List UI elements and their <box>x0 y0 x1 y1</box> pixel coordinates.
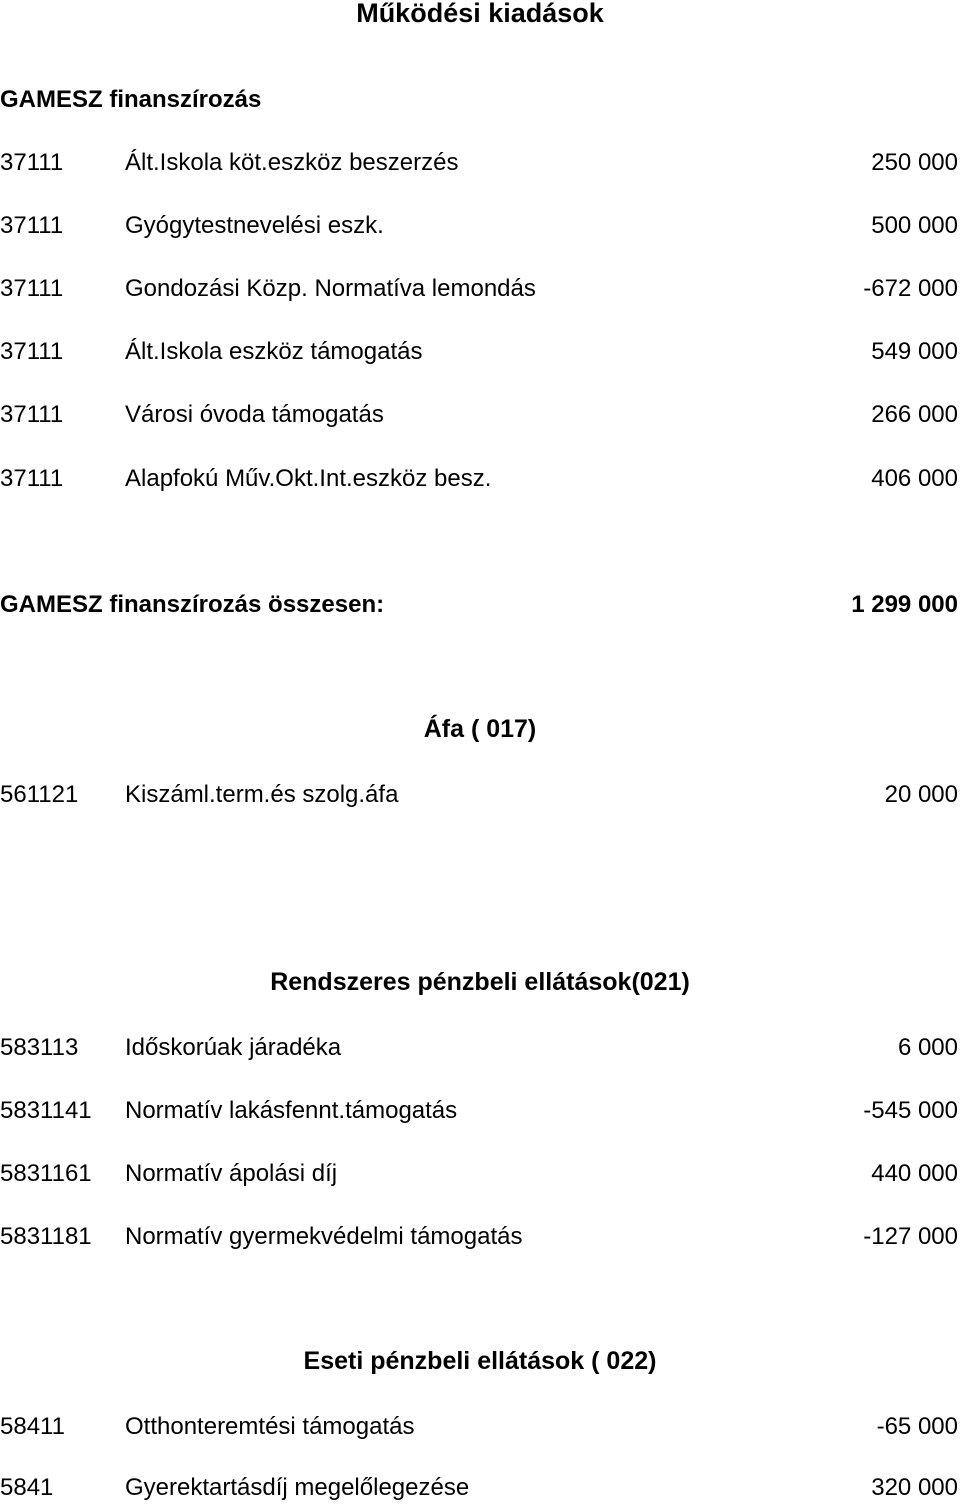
row-code: 37111 <box>0 401 64 428</box>
total-label: GAMESZ finanszírozás összesen: <box>0 591 385 618</box>
table-row <box>0 143 960 183</box>
row-amount: 549 000 <box>871 338 958 365</box>
row-description: Gondozási Közp. Normatíva lemondás <box>125 275 536 302</box>
row-amount: -545 000 <box>863 1097 958 1124</box>
table-row <box>0 775 960 815</box>
table-row <box>0 206 960 246</box>
table-row <box>0 269 960 309</box>
row-code: 5831181 <box>0 1223 92 1250</box>
row-description: Normatív lakásfennt.támogatás <box>125 1097 458 1124</box>
row-code: 58411 <box>0 1413 65 1440</box>
row-amount: 406 000 <box>871 465 958 492</box>
table-row <box>0 1468 960 1508</box>
row-amount: 320 000 <box>871 1474 958 1501</box>
row-description: Ált.Iskola eszköz támogatás <box>125 338 423 365</box>
table-row <box>0 1028 960 1068</box>
row-code: 561121 <box>0 781 79 808</box>
row-amount: 250 000 <box>871 149 958 176</box>
row-amount: -127 000 <box>863 1223 958 1250</box>
row-code: 5831141 <box>0 1097 92 1124</box>
row-description: Normatív ápolási díj <box>125 1160 338 1187</box>
row-amount: 500 000 <box>871 212 958 239</box>
row-code: 5831161 <box>0 1160 92 1187</box>
row-description: Kiszáml.term.és szolg.áfa <box>125 781 399 808</box>
row-description: Ált.Iskola köt.eszköz beszerzés <box>125 149 459 176</box>
eseti-section-heading: Eseti pénzbeli ellátások ( 022) <box>303 1347 657 1375</box>
gamesz-section-label: GAMESZ finanszírozás <box>0 86 262 113</box>
table-row <box>0 1217 960 1257</box>
row-code: 37111 <box>0 465 64 492</box>
total-amount: 1 299 000 <box>851 591 958 618</box>
table-row <box>0 1407 960 1447</box>
row-description: Időskorúak járadéka <box>125 1034 342 1061</box>
row-amount: 20 000 <box>884 781 958 808</box>
row-description: Alapfokú Műv.Okt.Int.eszköz besz. <box>125 465 492 492</box>
table-row <box>0 332 960 372</box>
row-amount: -672 000 <box>863 275 958 302</box>
row-description: Otthonteremtési támogatás <box>125 1413 415 1440</box>
gamesz-total-row <box>0 585 960 625</box>
rendszeres-section-heading: Rendszeres pénzbeli ellátások(021) <box>270 968 690 996</box>
row-code: 583113 <box>0 1034 79 1061</box>
document-title: Működési kiadások <box>356 0 604 28</box>
row-amount: 6 000 <box>897 1034 958 1061</box>
row-code: 37111 <box>0 275 64 302</box>
row-amount: -65 000 <box>876 1413 958 1440</box>
table-row <box>0 395 960 435</box>
row-code: 37111 <box>0 338 64 365</box>
table-row <box>0 1091 960 1131</box>
table-row <box>0 459 960 499</box>
row-description: Gyógytestnevelési eszk. <box>125 212 384 239</box>
row-code: 37111 <box>0 212 64 239</box>
row-description: Városi óvoda támogatás <box>125 401 384 428</box>
row-description: Normatív gyermekvédelmi támogatás <box>125 1223 523 1250</box>
row-amount: 440 000 <box>871 1160 958 1187</box>
afa-section-heading: Áfa ( 017) <box>423 715 537 743</box>
row-code: 5841 <box>0 1474 54 1501</box>
table-row <box>0 1154 960 1194</box>
row-description: Gyerektartásdíj megelőlegezése <box>125 1474 470 1501</box>
row-amount: 266 000 <box>871 401 958 428</box>
row-code: 37111 <box>0 149 64 176</box>
